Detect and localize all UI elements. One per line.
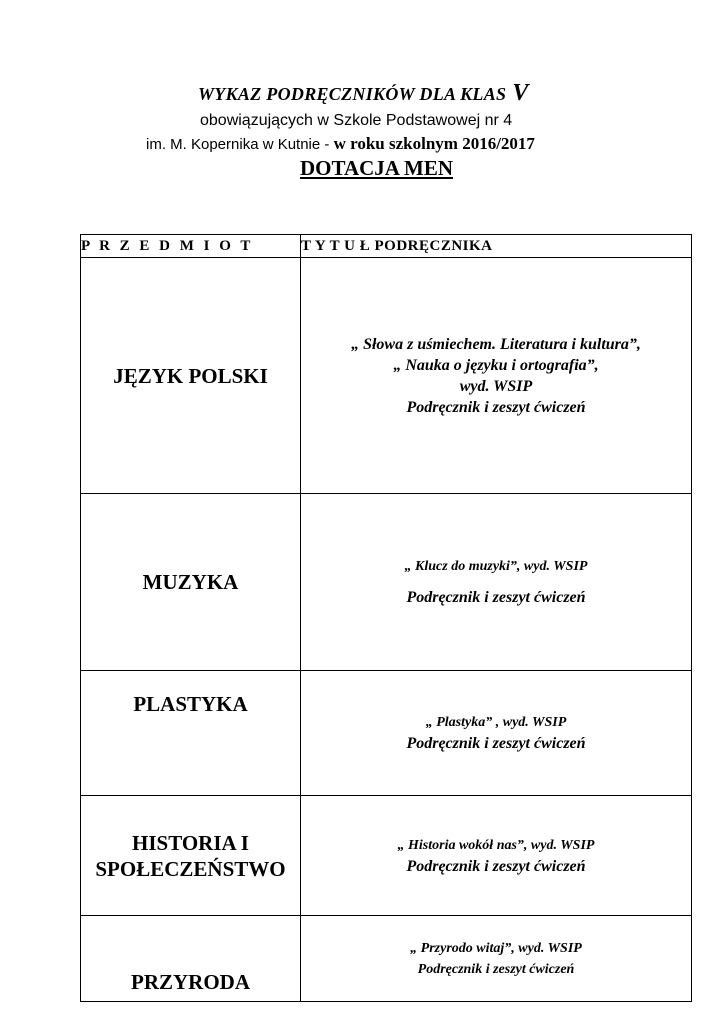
textbook-cell: [301, 494, 692, 671]
school-patron: im. M. Kopernika w Kutnie -: [146, 136, 330, 153]
textbook-cell: [301, 258, 692, 494]
school-year: w roku szkolnym 2016/2017: [333, 134, 535, 153]
textbook-title-line: „ Klucz do muzyki”, wyd. WSIP: [404, 559, 588, 574]
document-title: [198, 80, 529, 107]
table-header-row: [81, 235, 692, 258]
table-row: [81, 258, 692, 494]
subject-column-header: P R Z E D M I O T: [81, 235, 301, 258]
subject-cell: PLASTYKA: [81, 671, 301, 796]
textbook-title-line: „ Przyrodo witaj”, wyd. WSIP: [410, 940, 582, 956]
textbook-cell: [301, 671, 692, 796]
textbook-type-line: Podręcznik i zeszyt ćwiczeń: [406, 857, 586, 875]
textbook-type-line: Podręcznik i zeszyt ćwiczeń: [417, 961, 575, 977]
textbook-cell: [301, 796, 692, 916]
subject-cell: JĘZYK POLSKI: [81, 258, 301, 494]
table-row: [81, 671, 692, 796]
title-text: WYKAZ PODRĘCZNIKÓW DLA KLAS: [198, 84, 507, 104]
subject-line: HISTORIA I: [132, 830, 249, 855]
textbook-type-line: Podręcznik i zeszyt ćwiczeń: [406, 398, 586, 416]
textbook-title-line: „ Historia wokół nas”, wyd. WSIP: [397, 837, 595, 853]
textbook-type-line: Podręcznik i zeszyt ćwiczeń: [406, 735, 586, 752]
table-row: [81, 916, 692, 1002]
publisher-line: wyd. WSIP: [459, 377, 533, 395]
subject-cell: [81, 796, 301, 916]
table-row: [81, 494, 692, 671]
funding-heading: DOTACJA MEN: [300, 156, 454, 180]
class-number: V: [512, 80, 529, 106]
textbook-title-line: „ Słowa z uśmiechem. Literatura i kultura”,: [351, 335, 641, 353]
textbook-type-line: Podręcznik i zeszyt ćwiczeń: [406, 589, 586, 606]
subject-line: SPOŁECZEŃSTWO: [95, 856, 286, 881]
school-line: obowiązujących w Szkole Podstawowej nr 4: [200, 112, 513, 129]
textbook-cell: [301, 916, 692, 1002]
subject-cell: MUZYKA: [81, 494, 301, 671]
textbook-table: [80, 234, 692, 1002]
subject-cell: PRZYRODA: [81, 916, 301, 1002]
title-column-header: T Y T U Ł PODRĘCZNIKA: [301, 235, 692, 258]
table-row: [81, 796, 692, 916]
textbook-title-line: „ Plastyka” , wyd. WSIP: [425, 715, 567, 730]
school-year-line: [146, 134, 535, 154]
textbook-title-line: „ Nauka o języku i ortografia”,: [393, 356, 599, 374]
